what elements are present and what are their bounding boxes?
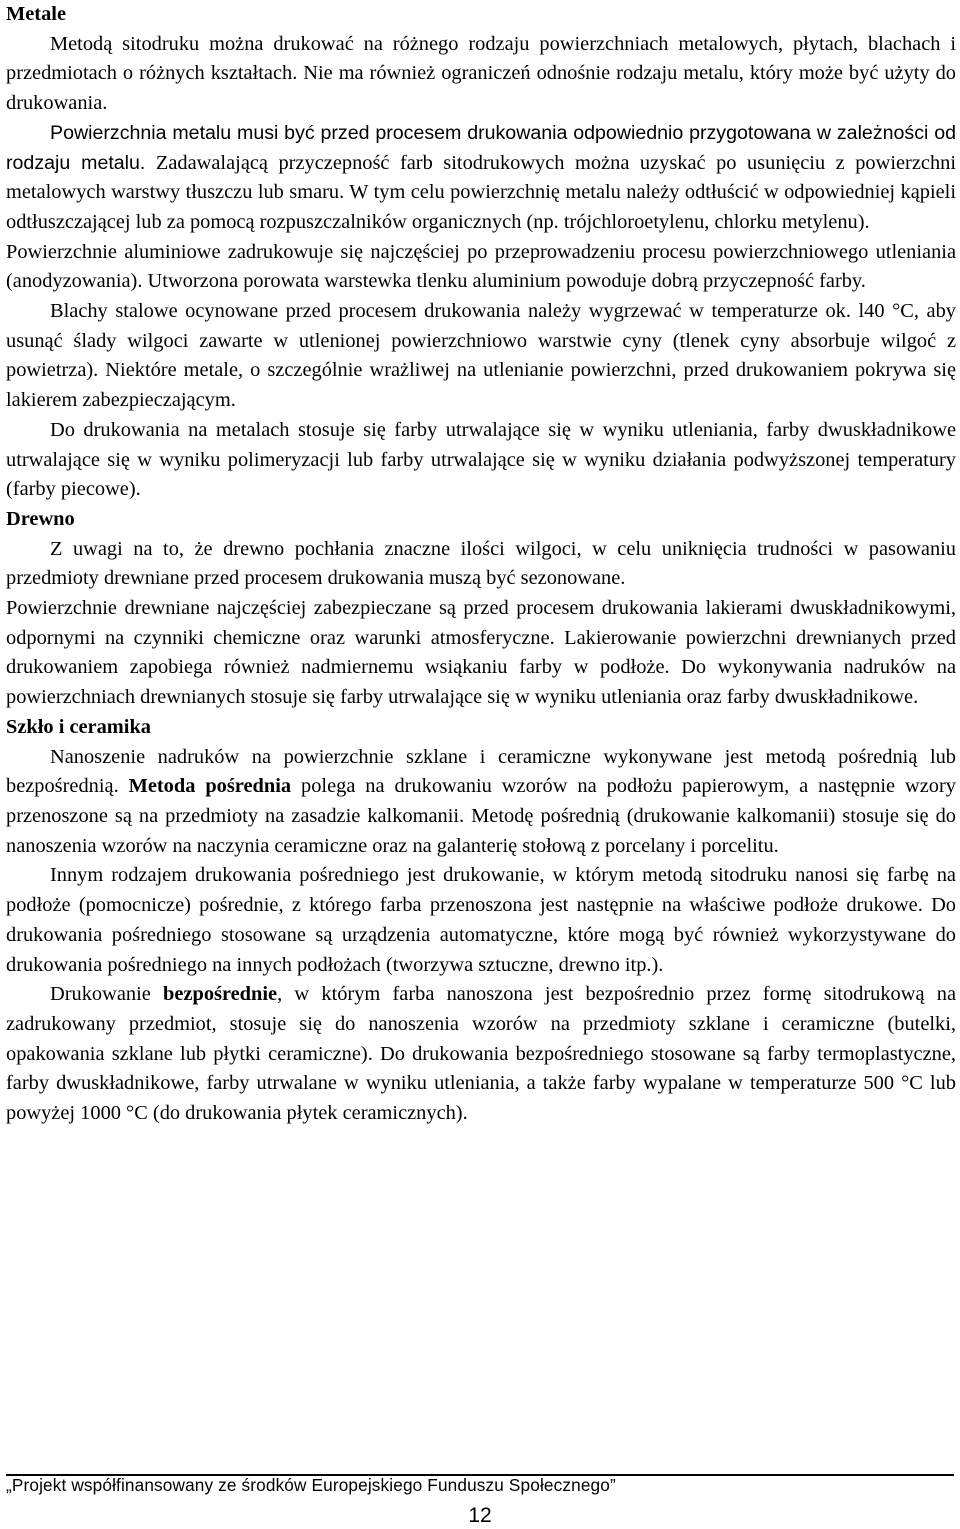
paragraph-text: Powierzchnie aluminiowe zadrukowuje się najczęściej po przeprowadzeniu procesu powierzchniowego utleniania (anodyzowania). [6, 240, 956, 293]
paragraph [6, 238, 956, 297]
paragraph-text: Z uwagi na to, że drewno pochłania znaczne ilości wilgoci, w celu uniknięcia trudności w pasowaniu przedmioty drewniane przed procesem drukowania muszą być sezonowane. [6, 537, 956, 590]
paragraph-text: Do drukowania na metalach stosuje się farby utrwalające się w wyniku utleniania, farby dwuskładnikowe utrwalające się w wyniku polimeryzacji lub farby utrwalające się w wyniku działania podwyższonej temperatury (farby piecowe). [6, 418, 956, 501]
paragraph [6, 594, 956, 713]
paragraph-text: Utworzona porowata warstewka tlenku aluminium powoduje dobrą przyczepność farby. [142, 270, 866, 293]
paragraph [6, 30, 956, 119]
paragraph-text: Nanoszenie nadruków na powierzchnie szklane i ceramiczne wykonywane jest metodą pośrednią lub bezpośrednią. [6, 745, 956, 798]
paragraph [6, 980, 956, 1129]
paragraph [6, 743, 956, 862]
bold-term: Metoda pośrednia [128, 775, 292, 798]
page-number: 12 [468, 1504, 492, 1527]
paragraph-text: Drukowanie [50, 983, 164, 1006]
footer-text: „Projekt współfinansowany ze środków Europejskiego Funduszu Społecznego” [6, 1475, 616, 1495]
bold-term: bezpośrednie [163, 983, 278, 1006]
section-heading-szklo: Szkło i ceramika [6, 715, 151, 738]
document-body [6, 0, 956, 1129]
paragraph [6, 119, 956, 238]
section-heading-drewno: Drewno [6, 507, 75, 530]
paragraph-text: Zadawalającą przyczepność farb sitodrukowych można uzyskać po usunięciu z powierzchni metalowych warstwy tłuszczu lub smaru. [6, 151, 957, 204]
paragraph [6, 416, 956, 505]
paragraph-text: Powierzchnie drewniane najczęściej zabezpieczane są przed procesem drukowania lakierami dwuskładnikowymi, odpornymi na czynniki chemiczne oraz warunki atmosferyczne. Lakierowanie powierzchni drewnianych przed drukowaniem zapobiega również nadmiernemu wsiąkaniu farby w podłoże. Do wykonywania nadruków na powierzchniach drewnianych stosuje się farby utrwalające się w wyniku utleniania oraz farby dwuskładnikowe. [6, 597, 956, 709]
paragraph-text: Powierzchnia metalu musi być przed procesem drukowania odpowiednio przygotowana w zależności od rodzaju metalu. [6, 121, 956, 174]
section-heading-metale: Metale [6, 3, 66, 25]
paragraph [6, 535, 956, 594]
paragraph-text: W tym celu powierzchnię metalu należy odtłuścić w odpowiedniej kąpieli odtłuszczającej lub za pomocą rozpuszczalników organicznych (np. trójchloroetylenu, chlorku metylenu). [6, 181, 956, 233]
paragraph-text: , w którym farba nanoszona jest bezpośrednio przez formę sitodrukową na zadrukowany przedmiot, stosuje się do nanoszenia wzorów na przedmioty szklane i ceramiczne (butelki, opakowania szklane lub płytki ceramiczne). Do drukowania bezpośredniego stosowane są farby termoplastyczne, farby dwuskładnikowe, farby utrwalane w wyniku utleniania, a także farby wypalane w temperaturze 500 °C lub powyżej 1000 °C (do drukowania płytek ceramicznych). [6, 983, 956, 1125]
paragraph-text: aby usunąć ślady wilgoci zawarte w utlenionej powierzchniowo warstwie cyny (tlenek cyny absorbuje wilgoć z powietrza). Niektóre metale, o szczególnie wrażliwej na utlenianie powierzchni, przed drukowaniem pokrywa się lakierem zabezpieczającym. [6, 300, 956, 412]
paragraph-text: Innym rodzajem drukowania pośredniego jest drukowanie, w którym metodą sitodruku nanosi się farbę na podłoże (pomocnicze) pośrednie, z którego farba przenoszona jest następnie na właściwe podłoże drukowe. Do drukowania pośredniego stosowane są urządzenia automatyczne, które mogą być również wykorzystywane do drukowania pośredniego na innych podłożach (tworzywa sztuczne, drewno itp.). [6, 864, 956, 976]
paragraph [6, 297, 956, 416]
paragraph [6, 861, 956, 980]
paragraph-text: Metodą sitodruku można drukować na różnego rodzaju powierzchniach metalowych, płytach, blachach i przedmiotach o różnych kształtach. Nie ma również ograniczeń odnośnie rodzaju metalu, który może być użyty do drukowania. [6, 32, 956, 115]
paragraph-text: Blachy stalowe ocynowane przed procesem drukowania należy wygrzewać w temperaturze ok. l40 °C, [50, 300, 919, 323]
paragraph-text: polega na drukowaniu wzorów na podłożu papierowym, a następnie wzory przenoszone są na przedmioty na zasadzie kalkomanii. Metodę pośrednią (drukowanie kalkomanii) stosuje się do nanoszenia wzorów na naczynia ceramiczne oraz na galanterię stołową z porcelany i porcelitu. [6, 775, 956, 857]
